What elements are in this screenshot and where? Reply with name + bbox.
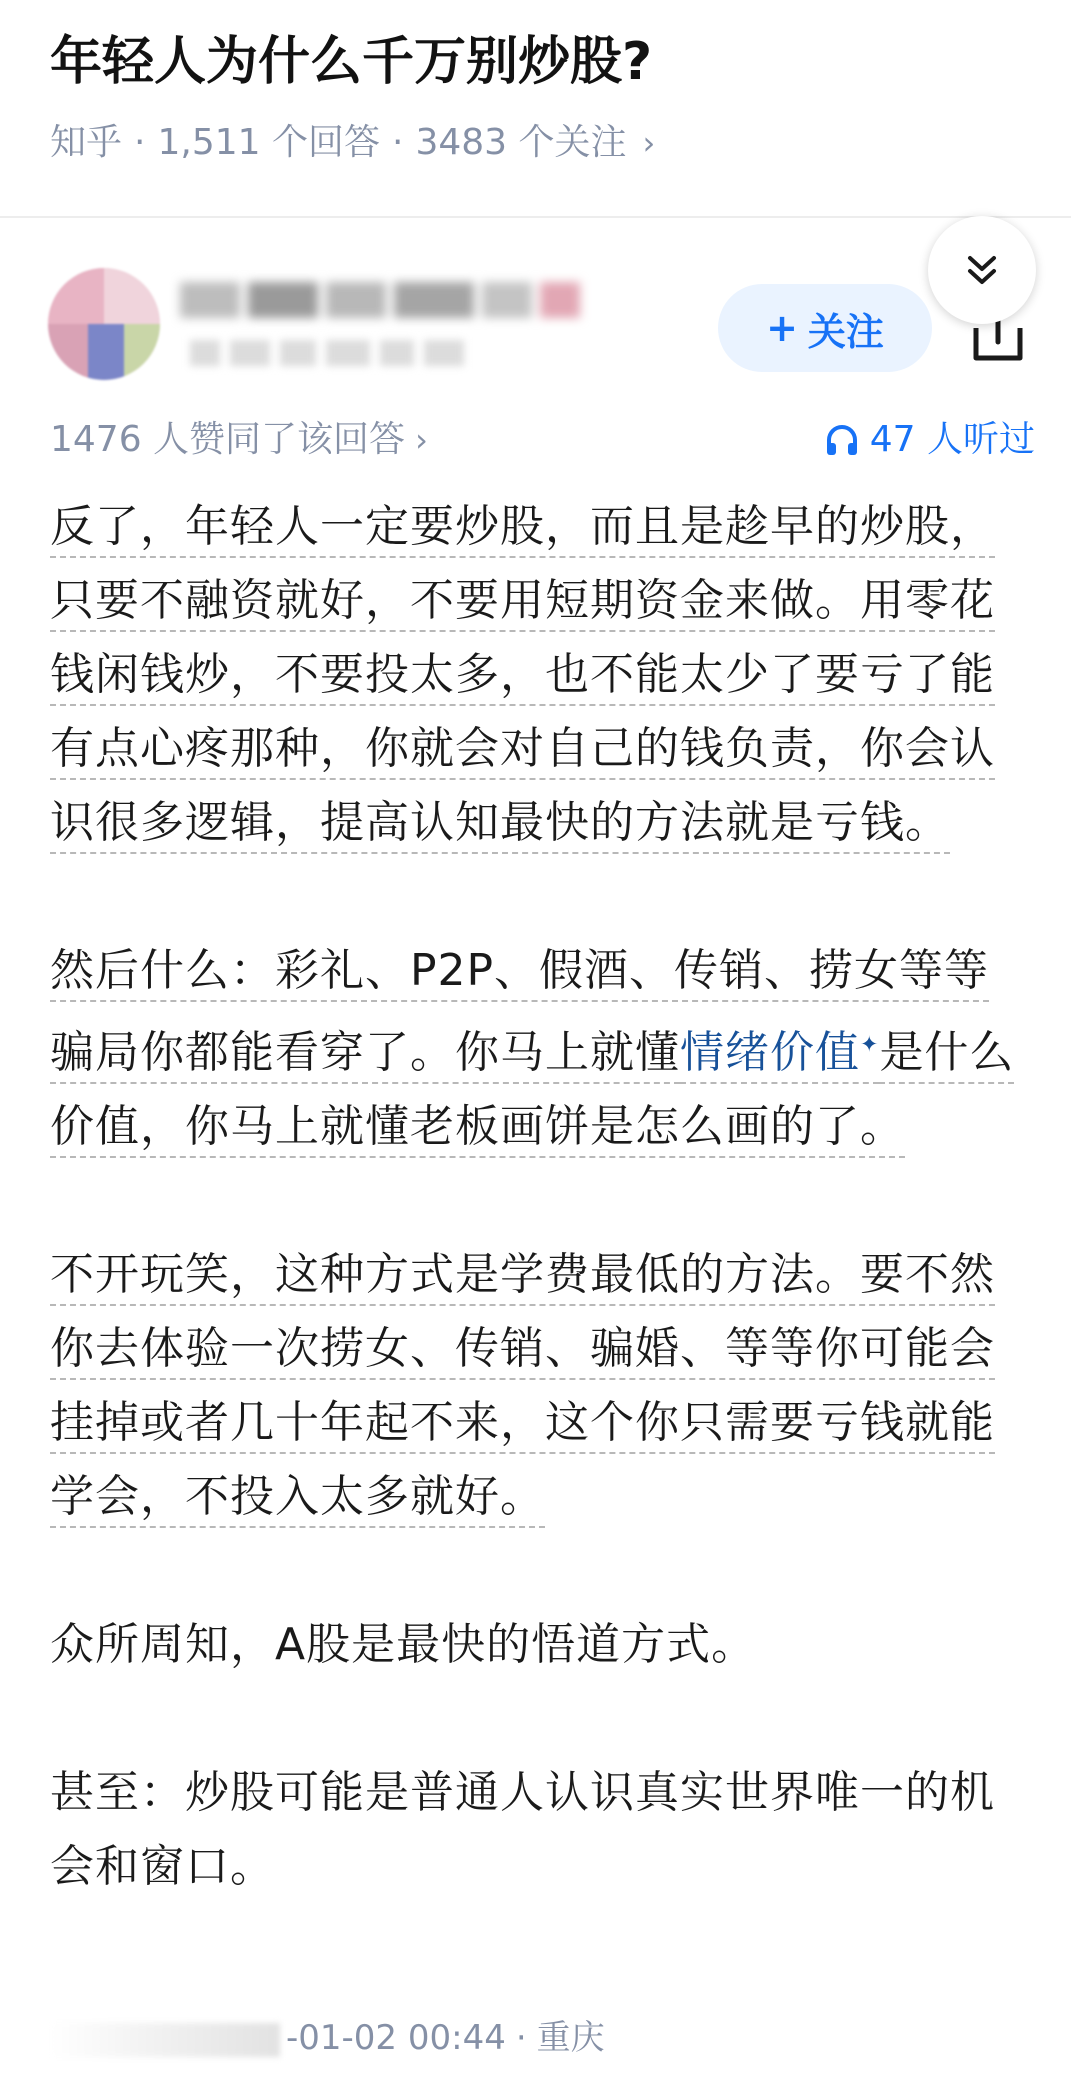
answer-paragraph <box>50 490 1030 860</box>
answer-content <box>50 490 1030 1978</box>
author-name-blurred[interactable] <box>180 282 620 322</box>
follow-button[interactable] <box>718 284 932 372</box>
paragraph-text: 然后什么：彩礼、P2P、假酒、传销、捞女等等骗局你都能看穿了。你马上就懂 <box>50 945 989 1084</box>
answer-footer-meta <box>50 2010 605 2066</box>
keyword-link-text: 情绪价值 <box>680 1026 860 1078</box>
follow-count: 3483 个关注 <box>415 122 627 163</box>
author-bio-blurred <box>190 340 520 370</box>
answer-paragraph <box>50 1608 1030 1682</box>
plus-icon: + <box>766 306 798 350</box>
keyword-link[interactable] <box>680 1027 879 1084</box>
meta-separator: · <box>391 122 404 163</box>
listen-count[interactable] <box>824 412 1035 468</box>
answer-paragraph <box>50 1756 1030 1904</box>
meta-separator: · <box>134 122 146 163</box>
meta-separator: · <box>515 2018 527 2058</box>
paragraph-text: 不开玩笑，这种方式是学费最低的方法。要不然你去体验一次捞女、传销、骗婚、等等你可能会挂掉或者几十年起不来，这个你只需要亏钱就能学会，不投入太多就好。 <box>50 1249 995 1528</box>
question-header[interactable] <box>0 0 1071 218</box>
upvote-count: 1476 人赞同了该回答 <box>50 419 406 460</box>
answer-count: 1,511 个回答 <box>157 122 380 163</box>
answer-paragraph <box>50 1238 1030 1534</box>
collapse-button[interactable] <box>928 216 1036 324</box>
avatar[interactable] <box>48 268 160 380</box>
source-label: 知乎 <box>50 122 123 163</box>
listen-count-label: 47 人听过 <box>869 419 1035 460</box>
follow-button-label: 关注 <box>807 309 884 354</box>
paragraph-text: 甚至：炒股可能是普通人认识真实世界唯一的机会和窗口。 <box>50 1766 995 1892</box>
chevron-right-icon: › <box>415 421 428 459</box>
question-title[interactable]: 年轻人为什么千万别炒股? <box>50 32 653 92</box>
paragraph-text: 反了，年轻人一定要炒股，而且是趁早的炒股，只要不融资就好，不要用短期资金来做。用零花钱闲钱炒，不要投太多，也不能太少了要亏了能有点心疼那种，你就会对自己的钱负责，你会认识很多逻辑，提高认知最快的方法就是亏钱。 <box>50 501 995 854</box>
paragraph-text: 众所周知，A股是最快的悟道方式。 <box>50 1618 757 1670</box>
paragraph-text: 是什么价值，你马上就懂老板画饼是怎么画的了。 <box>50 1027 1014 1158</box>
chevron-right-icon: › <box>642 124 656 162</box>
date-fade-mask <box>50 2023 280 2057</box>
ip-location: 重庆 <box>536 2018 605 2058</box>
headphones-icon <box>824 422 860 458</box>
answer-stats-row <box>0 412 1071 468</box>
question-meta[interactable] <box>50 117 655 169</box>
edit-datetime: -01-02 00:44 <box>286 2018 506 2058</box>
author-row <box>0 240 1071 400</box>
sparkle-icon: ✦ <box>860 1032 880 1057</box>
upvote-summary[interactable] <box>50 412 428 468</box>
double-chevron-down-icon <box>962 250 1002 290</box>
answer-paragraph <box>50 934 1030 1164</box>
